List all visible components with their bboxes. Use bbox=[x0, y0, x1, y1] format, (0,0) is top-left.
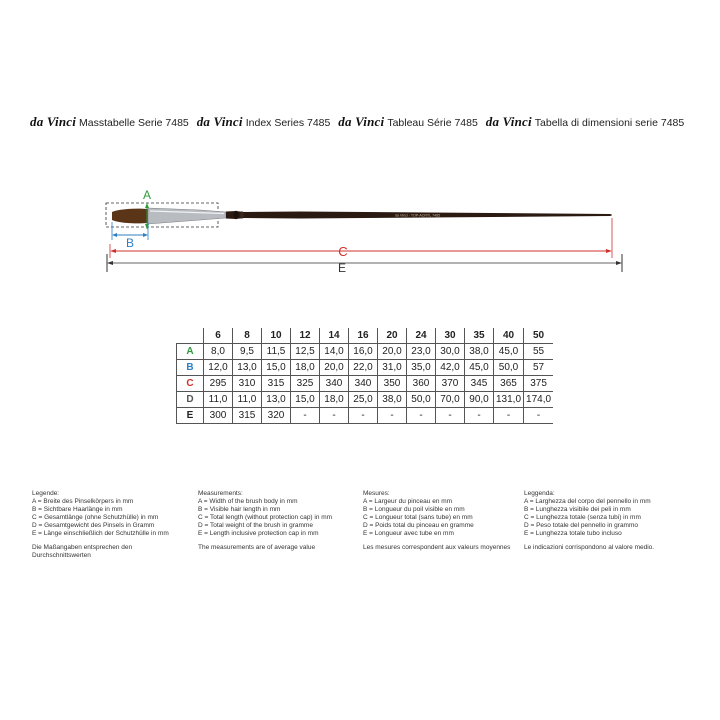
legend-title: Leggenda: bbox=[524, 490, 555, 497]
legend-line: D = Poids total du pinceau en gramme bbox=[363, 522, 474, 529]
table-cell: 13,0 bbox=[262, 392, 291, 408]
table-cell: - bbox=[494, 408, 524, 424]
legend-line: A = Larghezza del corpo del pennello in mm bbox=[524, 498, 651, 505]
table-cell: 16,0 bbox=[349, 344, 378, 360]
brand-logo-de: da Vinci bbox=[30, 114, 77, 129]
table-cell: 45,0 bbox=[494, 344, 524, 360]
table-cell: 325 bbox=[291, 376, 320, 392]
table-cell: 11,5 bbox=[262, 344, 291, 360]
table-row bbox=[177, 360, 554, 376]
legend-line: D = Peso totale del pennello in grammo bbox=[524, 522, 638, 529]
brand-logo-en: da Vinci bbox=[196, 114, 243, 129]
header-label-fr: Tableau Série 7485 bbox=[387, 117, 478, 129]
table-cell: 320 bbox=[262, 408, 291, 424]
table-cell: 131,0 bbox=[494, 392, 524, 408]
table-row bbox=[177, 408, 554, 424]
table-cell: 350 bbox=[378, 376, 407, 392]
legend-line: D = Gesamtgewicht des Pinsels in Gramm bbox=[32, 522, 155, 529]
handle-imprint: da Vinci · TOP-ACRYL 7485 bbox=[395, 213, 441, 218]
table-row bbox=[177, 344, 554, 360]
legend-note: Die Maßangaben entsprechen den Durchschnittswerten bbox=[32, 544, 133, 559]
table-cell: 8,0 bbox=[204, 344, 233, 360]
table-cell: 57 bbox=[524, 360, 554, 376]
handle-ring-1 bbox=[234, 211, 239, 219]
legend-line: D = Total weight of the brush in gramme bbox=[198, 522, 313, 529]
table-cell: 18,0 bbox=[291, 360, 320, 376]
size-header: 35 bbox=[465, 328, 494, 344]
legend-note: Le indicazioni corrispondono al valore medio. bbox=[524, 544, 655, 551]
table-cell: 9,5 bbox=[233, 344, 262, 360]
e-arrow-right bbox=[616, 261, 622, 265]
table-row bbox=[177, 392, 554, 408]
legend-line: C = Gesamtlänge (ohne Schutzhülle) in mm bbox=[32, 514, 159, 521]
table-cell: 55 bbox=[524, 344, 554, 360]
table-cell: 360 bbox=[407, 376, 436, 392]
handle-ring-2 bbox=[240, 211, 244, 218]
table-cell: 12,0 bbox=[204, 360, 233, 376]
legend-line: E = Length inclusive protection cap in mm bbox=[198, 530, 319, 537]
legend-note: Les mesures correspondent aux valeurs moyennes bbox=[363, 544, 511, 551]
brush-hair bbox=[112, 209, 148, 224]
row-label: A bbox=[177, 344, 204, 360]
legend-line: B = Longueur du poil visible en mm bbox=[363, 506, 465, 513]
table-cell: 13,0 bbox=[233, 360, 262, 376]
row-label: B bbox=[177, 360, 204, 376]
table-cell: 45,0 bbox=[465, 360, 494, 376]
label-e: E bbox=[337, 261, 347, 275]
table-cell: 22,0 bbox=[349, 360, 378, 376]
table-cell: - bbox=[436, 408, 465, 424]
legend-line: A = Breite des Pinselkörpers in mm bbox=[32, 498, 134, 505]
row-label: D bbox=[177, 392, 204, 408]
size-header: 6 bbox=[204, 328, 233, 344]
table-cell: 11,0 bbox=[233, 392, 262, 408]
label-a: A bbox=[142, 188, 152, 202]
table-cell: - bbox=[465, 408, 494, 424]
legend-line: C = Lunghezza totale (senza tubi) in mm bbox=[524, 514, 641, 521]
table-cell: 90,0 bbox=[465, 392, 494, 408]
table-row bbox=[177, 376, 554, 392]
table-cell: - bbox=[320, 408, 349, 424]
table-cell: 174,0 bbox=[524, 392, 554, 408]
legend-line: B = Visible hair length in mm bbox=[198, 506, 281, 513]
size-header: 50 bbox=[524, 328, 554, 344]
table-cell: 11,0 bbox=[204, 392, 233, 408]
header-label-de: Masstabelle Serie 7485 bbox=[79, 117, 189, 129]
table-body bbox=[177, 344, 554, 424]
b-arrow-left bbox=[112, 233, 117, 237]
legend-title: Legende: bbox=[32, 490, 60, 497]
table-cell: - bbox=[407, 408, 436, 424]
legend-german bbox=[32, 490, 182, 560]
size-header: 20 bbox=[378, 328, 407, 344]
e-arrow-left bbox=[107, 261, 113, 265]
legend-note: The measurements are of average value bbox=[198, 544, 316, 551]
legend-line: C = Longueur total (sans tube) en mm bbox=[363, 514, 473, 521]
table-cell: 315 bbox=[262, 376, 291, 392]
size-header: 30 bbox=[436, 328, 465, 344]
legend-line: A = Largeur du pinceau en mm bbox=[363, 498, 453, 505]
b-arrow-right bbox=[143, 233, 148, 237]
legend-line: B = Sichtbare Haarlänge in mm bbox=[32, 506, 123, 513]
legend-line: A = Width of the brush body in mm bbox=[198, 498, 298, 505]
table-cell: 300 bbox=[204, 408, 233, 424]
a-arrow-top bbox=[145, 203, 149, 208]
brand-logo-fr: da Vinci bbox=[338, 114, 385, 129]
table-cell: 14,0 bbox=[320, 344, 349, 360]
table-cell: - bbox=[349, 408, 378, 424]
legend-line: E = Länge einschließlich der Schutzhülle in mm bbox=[32, 530, 169, 537]
row-label: E bbox=[177, 408, 204, 424]
table-cell: 23,0 bbox=[407, 344, 436, 360]
label-c: C bbox=[338, 244, 348, 259]
table-cell: 370 bbox=[436, 376, 465, 392]
table-cell: 20,0 bbox=[378, 344, 407, 360]
table-cell: 345 bbox=[465, 376, 494, 392]
size-header: 40 bbox=[494, 328, 524, 344]
table-cell: 38,0 bbox=[465, 344, 494, 360]
size-header: 10 bbox=[262, 328, 291, 344]
label-b: B bbox=[125, 236, 135, 250]
brand-logo-it: da Vinci bbox=[485, 114, 532, 129]
legend-line: C = Total length (without protection cap) in mm bbox=[198, 514, 333, 521]
row-label: C bbox=[177, 376, 204, 392]
brush-diagram bbox=[0, 0, 720, 300]
size-header: 16 bbox=[349, 328, 378, 344]
table-cell: - bbox=[291, 408, 320, 424]
table-cell: 35,0 bbox=[407, 360, 436, 376]
table-cell: 315 bbox=[233, 408, 262, 424]
legend-line: B = Lunghezza visibile dei peli in mm bbox=[524, 506, 631, 513]
table-cell: 50,0 bbox=[407, 392, 436, 408]
table-cell: 42,0 bbox=[436, 360, 465, 376]
table-cell: 375 bbox=[524, 376, 554, 392]
legend-french bbox=[363, 490, 513, 552]
legend-line: E = Lunghezza totale tubo incluso bbox=[524, 530, 622, 537]
header-label-en: Index Series 7485 bbox=[245, 117, 331, 129]
legend-italian bbox=[524, 490, 694, 552]
legend-english bbox=[198, 490, 348, 552]
size-header: 14 bbox=[320, 328, 349, 344]
legend-title: Measurements: bbox=[198, 490, 243, 497]
table-cell: 20,0 bbox=[320, 360, 349, 376]
header-label-it: Tabella di dimensioni serie 7485 bbox=[534, 117, 685, 129]
table-cell: 38,0 bbox=[378, 392, 407, 408]
table-cell: 340 bbox=[349, 376, 378, 392]
table-header-row bbox=[177, 328, 554, 344]
size-header: 8 bbox=[233, 328, 262, 344]
table-cell: 70,0 bbox=[436, 392, 465, 408]
table-cell: 340 bbox=[320, 376, 349, 392]
table-cell: 25,0 bbox=[349, 392, 378, 408]
table-cell: - bbox=[524, 408, 554, 424]
table-cell: 30,0 bbox=[436, 344, 465, 360]
size-header: 24 bbox=[407, 328, 436, 344]
legend-line: E = Longueur avec tube en mm bbox=[363, 530, 454, 537]
table-cell: - bbox=[378, 408, 407, 424]
table-cell: 31,0 bbox=[378, 360, 407, 376]
table-cell: 365 bbox=[494, 376, 524, 392]
brush-ferrule bbox=[148, 208, 226, 224]
table-cell: 12,5 bbox=[291, 344, 320, 360]
c-arrow-left bbox=[110, 249, 116, 253]
table-cell: 50,0 bbox=[494, 360, 524, 376]
size-header: 12 bbox=[291, 328, 320, 344]
legend-title: Mesures: bbox=[363, 490, 390, 497]
table-cell: 18,0 bbox=[320, 392, 349, 408]
table-cell: 295 bbox=[204, 376, 233, 392]
c-arrow-right bbox=[606, 249, 612, 253]
table-cell: 310 bbox=[233, 376, 262, 392]
table-cell: 15,0 bbox=[262, 360, 291, 376]
corner-cell bbox=[177, 328, 204, 344]
dimension-table bbox=[176, 328, 553, 424]
table-cell: 15,0 bbox=[291, 392, 320, 408]
